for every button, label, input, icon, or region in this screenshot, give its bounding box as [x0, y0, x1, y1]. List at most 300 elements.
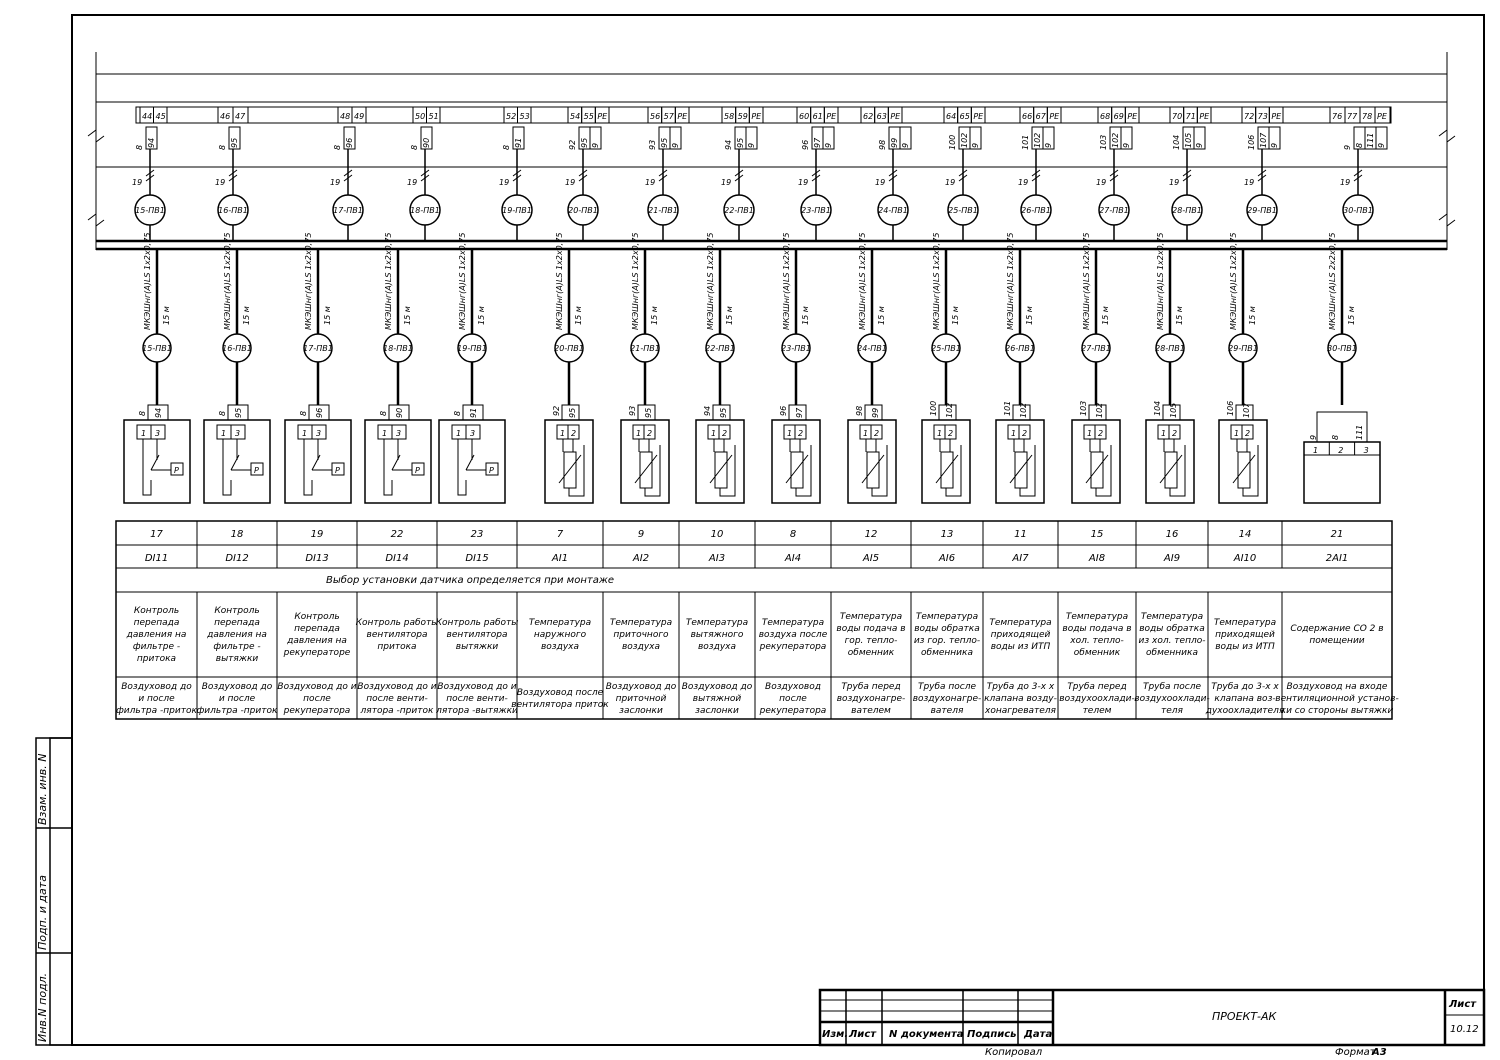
field-device-label: 30-ПВ1: [1327, 344, 1357, 353]
wire-label: 97: [813, 137, 822, 148]
table-function-line: Температура: [1140, 612, 1204, 622]
table-number: 10: [710, 529, 724, 540]
terminal-label: PE: [1127, 112, 1138, 121]
ground-label: 19: [798, 178, 809, 187]
table-function-line: воздуха: [698, 642, 736, 652]
table-function-line: давления на: [207, 630, 267, 640]
table-function-line: Контроль работы: [435, 618, 519, 628]
table-channel: DI13: [305, 553, 329, 564]
terminal-label: 78: [1362, 112, 1373, 121]
terminal-label: PE: [1377, 112, 1387, 121]
table-function-line: вытяжки: [455, 642, 499, 652]
sensor-wire-label: 94: [154, 407, 163, 418]
table-location-line: воздухоохлади-: [1134, 694, 1210, 704]
cable-length: 15 м: [650, 306, 659, 325]
break-mark-left-2: [88, 214, 104, 226]
wire-label: 9: [971, 142, 980, 148]
table-function: [836, 612, 905, 658]
cable-length: 15 м: [477, 306, 486, 325]
table-location-line: после венти-: [366, 694, 428, 704]
table-function-line: Контроль: [133, 606, 180, 616]
table-location-line: клапана возду-: [984, 694, 1057, 704]
sensor-wire-label: 103: [1079, 400, 1088, 416]
cable-length: 15 м: [574, 306, 583, 325]
pin-label: 1: [456, 429, 462, 438]
table-function-line: перепада: [294, 624, 340, 634]
terminal-label: 52: [506, 112, 517, 121]
co2-pin-label: 1: [1313, 446, 1319, 455]
terminal-label: 55: [583, 112, 594, 121]
table-channel: AI1: [551, 553, 569, 564]
cable-type: МКЭШнг(А)LS 1х2х0,75: [858, 232, 867, 330]
table-location-line: Воздуховод до: [121, 682, 192, 692]
pin-label: 2: [571, 429, 577, 438]
terminal-blocks: [140, 107, 1390, 123]
field-device-label: 20-ПВ1: [554, 344, 584, 353]
table-function-line: обменника: [1146, 648, 1198, 658]
terminal-label: PE: [597, 112, 608, 121]
terminal-label: PE: [1199, 112, 1210, 121]
table-location-line: Труба до 3-х х: [986, 682, 1055, 692]
table-location-line: вателя: [930, 706, 964, 716]
field-device-label: 26-ПВ1: [1005, 344, 1035, 353]
break-mark-right-1: [1439, 130, 1455, 142]
table-function-line: приходящей: [990, 630, 1051, 640]
table-location: [116, 682, 197, 716]
thermistor-slash: [786, 455, 808, 483]
cable-type: МКЭШнг(А)LS 1х2х0,75: [1006, 232, 1015, 330]
table-location: [1059, 682, 1134, 716]
thermistor: [1238, 452, 1250, 488]
wire-label: 93: [648, 139, 657, 150]
table-location: [511, 688, 609, 710]
pin-label: 1: [560, 429, 566, 438]
field-device-label: 24-ПВ1: [857, 344, 887, 353]
thermistor-wires: [1237, 439, 1258, 496]
pin-label: 1: [787, 429, 793, 438]
field-devices: [124, 233, 1380, 503]
table-location-line: клапана воз-: [1214, 694, 1276, 704]
table-location-line: воздухонагре-: [912, 694, 982, 704]
device-label: 30-ПВ1: [1343, 206, 1373, 215]
table-location-line: Воздуховод после: [516, 688, 604, 698]
table-function-line: вентилятора: [446, 630, 508, 640]
pin-label: 1: [382, 429, 388, 438]
wire-label: 107: [1259, 132, 1268, 148]
table-number: 17: [150, 529, 163, 540]
co2-wire-label: 8: [1331, 434, 1340, 440]
cable-length: 15 м: [1248, 306, 1257, 325]
sensor-wire-label: 95: [568, 407, 577, 418]
ground-label: 19: [215, 178, 226, 187]
tb-sheet-label: Лист: [1449, 999, 1477, 1010]
wire-label: 103: [1099, 134, 1108, 150]
table-location-line: воздухонагре-: [836, 694, 906, 704]
thermistor-wires: [563, 439, 584, 496]
terminal-label: 67: [1035, 112, 1046, 121]
table-function-line: притока: [377, 642, 417, 652]
table-function-line: обменника: [921, 648, 973, 658]
wire-label: 91: [514, 137, 523, 148]
field-device-label: 18-ПВ1: [383, 344, 413, 353]
ground-label: 19: [875, 178, 886, 187]
wire-label: 95: [660, 137, 669, 148]
pin-label: 1: [1161, 429, 1167, 438]
thermistor-slash: [1086, 455, 1108, 483]
table-function-line: хол. тепло-: [1070, 636, 1124, 646]
wire-label: 9: [824, 142, 833, 148]
tb-list: Лист: [849, 1029, 877, 1040]
tb-ndoc: N документа: [889, 1029, 964, 1040]
sensor-wire-label: 8: [218, 410, 227, 416]
terminal-label: 58: [724, 112, 735, 121]
wire-label: 98: [878, 139, 887, 150]
table-location-line: Воздуховод до: [201, 682, 273, 692]
table-number: 23: [470, 529, 484, 540]
pin-label: 2: [1245, 429, 1251, 438]
table-function: [989, 618, 1051, 652]
switch-contact: [304, 439, 332, 495]
thermistor-wires: [1090, 439, 1111, 496]
sensor-wire-label: 8: [453, 410, 462, 416]
terminal-label: 59: [737, 112, 748, 121]
table-function: [759, 618, 828, 652]
wire-label: 111: [1366, 132, 1375, 148]
table-function-line: Температура: [1065, 612, 1129, 622]
thermistor-wires: [1164, 439, 1185, 496]
wire-label: 9: [1377, 142, 1386, 148]
table-number: 21: [1330, 529, 1344, 540]
thermistor-slash: [710, 455, 732, 483]
wire-label: 95: [230, 137, 239, 148]
table-number: 15: [1090, 529, 1104, 540]
pin-label: 3: [396, 429, 402, 438]
ground-label: 19: [645, 178, 656, 187]
table-function-line: перепада: [133, 618, 180, 628]
thermistor-slash: [936, 455, 958, 483]
table-function-line: перепада: [214, 618, 260, 628]
table-function-line: давления на: [126, 630, 187, 640]
terminal-label: 46: [220, 112, 231, 121]
cable-length: 15 м: [1347, 306, 1356, 325]
thermistor: [867, 452, 879, 488]
table-location: [435, 682, 518, 716]
terminal-label: 56: [650, 112, 661, 121]
stamp-vzam: Взам. инв. N: [36, 753, 49, 825]
table-location-line: Труба перед: [841, 682, 901, 692]
tb-format-value: А3: [1372, 1047, 1387, 1058]
table-function-line: Температура: [609, 618, 673, 628]
ground-label: 19: [721, 178, 732, 187]
table-function-line: из хол. тепло-: [1138, 636, 1206, 646]
sensor-wire-label: 97: [795, 407, 804, 418]
switch-contact: [223, 439, 251, 495]
field-device-label: 21-ПВ1: [630, 344, 660, 353]
table-function-line: Содержание СО 2 в: [1290, 624, 1384, 634]
pin-label: 2: [1098, 429, 1104, 438]
pin-label: 2: [1172, 429, 1178, 438]
wire-label: 96: [801, 139, 810, 150]
terminal-label: 57: [663, 112, 674, 121]
wire-label: 9: [1122, 142, 1131, 148]
tb-copied: Копировал: [985, 1047, 1043, 1058]
thermistor: [715, 452, 727, 488]
table-function-line: вытяжного: [690, 630, 744, 640]
table-location-line: вентилятора приток: [511, 700, 609, 710]
terminal-label: PE: [677, 112, 688, 121]
table-function-line: воды обратка: [1139, 624, 1205, 634]
table-location: [357, 682, 436, 716]
table-number: 16: [1165, 529, 1179, 540]
thermistor-wires: [714, 439, 735, 496]
terminal-label: 62: [863, 112, 874, 121]
tb-data: Дата: [1024, 1029, 1053, 1040]
pin-label: 1: [1234, 429, 1240, 438]
cable-type: МКЭШнг(А)LS 1х2х0,75: [384, 232, 393, 330]
wire-label: 90: [422, 137, 431, 148]
wire-label: 104: [1172, 134, 1181, 150]
sensor-wire-label: 105: [1169, 402, 1178, 418]
sensor-wire-label: 92: [552, 405, 561, 416]
pressure-symbol: P: [174, 466, 179, 475]
cable-type: МКЭШнг(А)LS 1х2х0,75: [555, 232, 564, 330]
wire-label: 9: [1195, 142, 1204, 148]
table-location-line: воздухоохлади-: [1059, 694, 1135, 704]
table-function-line: притока: [136, 654, 177, 664]
table-location-line: Воздуховод до и: [277, 682, 357, 692]
field-device-label: 17-ПВ1: [303, 344, 333, 353]
thermistor-wires: [866, 439, 887, 496]
thermistor-wires: [639, 439, 660, 496]
table-location-line: Труба перед: [1067, 682, 1127, 692]
sensor-wire-label: 95: [719, 407, 728, 418]
table-number: 11: [1014, 529, 1027, 540]
table-location-line: духоохладителя: [1205, 706, 1285, 716]
sensor-wire-label: 99: [871, 407, 880, 418]
table-function-line: Температура: [1213, 618, 1277, 628]
field-device-label: 23-ПВ1: [781, 344, 811, 353]
pin-label: 2: [722, 429, 728, 438]
table-channel: AI9: [1163, 553, 1181, 564]
pin-label: 1: [711, 429, 717, 438]
ground-label: 19: [407, 178, 418, 187]
cable-type: МКЭШнг(А)LS 1х2х0,75: [1156, 232, 1165, 330]
sensor-wire-label: 96: [315, 407, 324, 418]
pin-label: 3: [470, 429, 476, 438]
table-function-line: воздуха: [622, 642, 660, 652]
ground-label: 19: [565, 178, 576, 187]
table-number: 7: [556, 529, 564, 540]
table-location: [197, 682, 278, 716]
table-function-line: приточного: [613, 630, 669, 640]
wire-label: 106: [1247, 134, 1256, 150]
sensor-wire-label: 102: [945, 402, 954, 418]
table-function: [914, 612, 980, 658]
table-function-line: Температура: [528, 618, 592, 628]
table-function: [283, 612, 351, 658]
terminal-label: 65: [959, 112, 970, 121]
thermistor: [640, 452, 652, 488]
terminal-label: PE: [826, 112, 837, 121]
terminal-label: 50: [415, 112, 426, 121]
device-label: 26-ПВ1: [1021, 206, 1051, 215]
terminal-label: 44: [142, 112, 153, 121]
thermistor-slash: [559, 455, 581, 483]
table-location: [1275, 682, 1398, 716]
table-location: [984, 682, 1057, 716]
wire-label: 102: [960, 132, 969, 148]
field-device-label: 29-ПВ1: [1228, 344, 1258, 353]
table-note: Выбор установки датчика определяется при монтаже: [325, 575, 615, 586]
wire-label: 9: [901, 142, 910, 148]
pin-label: 3: [316, 429, 322, 438]
table-number: 18: [230, 529, 244, 540]
table-function: [1139, 612, 1206, 658]
terminal-label: 66: [1022, 112, 1033, 121]
cable-type: МКЭШнг(А)LS 1х2х0,75: [782, 232, 791, 330]
thermistor: [941, 452, 953, 488]
switch-contact: [458, 439, 486, 495]
thermistor: [1091, 452, 1103, 488]
pin-label: 3: [235, 429, 241, 438]
device-label: 28-ПВ1: [1172, 206, 1202, 215]
sensor-wire-label: 106: [1226, 400, 1235, 416]
cable-length: 15 м: [242, 306, 251, 325]
device-label: 29-ПВ1: [1247, 206, 1277, 215]
table-function-line: вытяжки: [215, 654, 259, 664]
cable-length: 15 м: [951, 306, 960, 325]
pin-label: 1: [1011, 429, 1017, 438]
pin-label: 2: [798, 429, 804, 438]
sensor-wire-label: 102: [1095, 402, 1104, 418]
table-location-line: Труба после: [1142, 682, 1202, 692]
cable-length: 15 м: [877, 306, 886, 325]
ground-label: 19: [1244, 178, 1255, 187]
device-label: 24-ПВ1: [878, 206, 908, 215]
table-location-line: хонагревателя: [985, 706, 1056, 716]
table-location-line: рекуператора: [759, 706, 827, 716]
wire-label: 99: [890, 137, 899, 148]
sensor-wire-label: 90: [395, 407, 404, 418]
ground-label: 19: [1096, 178, 1107, 187]
sensor-wire-label: 101: [1003, 400, 1012, 416]
table-location-line: Воздуховод: [765, 682, 821, 692]
table-function-line: гор. тепло-: [844, 636, 898, 646]
cable-length: 15 м: [1101, 306, 1110, 325]
table-function-line: Температура: [915, 612, 979, 622]
break-mark-right-2: [1439, 214, 1455, 226]
terminal-label: 63: [876, 112, 887, 121]
terminal-label: 53: [519, 112, 530, 121]
table-location-line: и после: [138, 694, 175, 704]
field-device-label: 19-ПВ1: [457, 344, 487, 353]
table-function-line: Контроль работы: [355, 618, 439, 628]
terminal-label: 73: [1257, 112, 1268, 121]
table-location-line: после венти-: [446, 694, 508, 704]
table-channel: AI4: [784, 553, 802, 564]
pressure-symbol: P: [335, 466, 340, 475]
cable-type: МКЭШнг(А)LS 1х2х0,75: [706, 232, 715, 330]
table-function-line: Температура: [839, 612, 903, 622]
co2-wire-label: 111: [1355, 424, 1364, 440]
pressure-symbol: P: [415, 466, 420, 475]
table-location-line: вателем: [851, 706, 891, 716]
table-function-line: обменник: [1073, 648, 1121, 658]
sensor-wire-label: 93: [628, 405, 637, 416]
sensor-wire-label: 100: [929, 400, 938, 416]
device-label: 16-ПВ1: [218, 206, 248, 215]
terminal-label: 76: [1332, 112, 1343, 121]
terminal-label: 69: [1113, 112, 1124, 121]
pin-label: 1: [141, 429, 147, 438]
co2-pin-label: 2: [1338, 446, 1344, 455]
device-label: 20-ПВ1: [568, 206, 598, 215]
table-function-line: воды подача в: [836, 624, 906, 634]
wire-label: 95: [736, 137, 745, 148]
table-function-line: воздуха после: [758, 630, 828, 640]
pin-label: 2: [647, 429, 653, 438]
terminal-label: PE: [1049, 112, 1060, 121]
table-location-line: заслонки: [695, 706, 739, 716]
wire-label: 101: [1021, 134, 1030, 150]
wire-label: 8: [135, 144, 144, 150]
terminal-label: 60: [799, 112, 810, 121]
sensor-wire-label: 8: [138, 410, 147, 416]
terminal-label: PE: [890, 112, 901, 121]
table-function-line: воды подача в: [1062, 624, 1132, 634]
table-location: [759, 682, 827, 716]
table-function: [610, 618, 672, 652]
table-channel: AI7: [1012, 553, 1029, 564]
wire-label: 8: [410, 144, 419, 150]
table-function: [356, 618, 439, 652]
cable-length: 15 м: [403, 306, 412, 325]
table-location-line: фильтра -приток: [196, 706, 278, 716]
pin-label: 1: [863, 429, 869, 438]
sensor-wire-label: 95: [644, 407, 653, 418]
cable-length: 15 м: [1025, 306, 1034, 325]
thermistor-wires: [1014, 439, 1035, 496]
pin-label: 1: [1087, 429, 1093, 438]
table-location-line: ки со стороны вытяжки: [1280, 706, 1394, 716]
cable-type: МКЭШнг(А)LS 1х2х0,75: [932, 232, 941, 330]
table-location-line: теля: [1161, 706, 1183, 716]
table-location-line: Труба до 3-х х: [1211, 682, 1279, 692]
terminal-label: 77: [1347, 112, 1358, 121]
wire-label: 8: [218, 144, 227, 150]
cabinet-devices: [132, 127, 1387, 241]
terminal-label: 70: [1172, 112, 1183, 121]
table-channel: DI12: [225, 553, 249, 564]
sensor-wire-label: 94: [703, 405, 712, 416]
table-function-line: фильтре -: [213, 642, 261, 652]
table-location-line: после: [779, 694, 807, 704]
pin-label: 3: [155, 429, 161, 438]
table-function-line: вентилятора: [366, 630, 428, 640]
cable-length: 15 м: [162, 306, 171, 325]
ground-label: 19: [945, 178, 956, 187]
table-function-line: из гор. тепло-: [913, 636, 981, 646]
field-device-label: 16-ПВ1: [222, 344, 252, 353]
tb-sheet-num: 10.12: [1450, 1024, 1479, 1035]
title-block: [820, 990, 1484, 1058]
sensor-wire-label: 96: [779, 405, 788, 416]
field-device-label: 25-ПВ1: [931, 344, 961, 353]
device-label: 15-ПВ1: [135, 206, 165, 215]
wire-label: 102: [1111, 132, 1120, 148]
wire-label: 9: [747, 142, 756, 148]
terminal-label: 72: [1244, 112, 1255, 121]
